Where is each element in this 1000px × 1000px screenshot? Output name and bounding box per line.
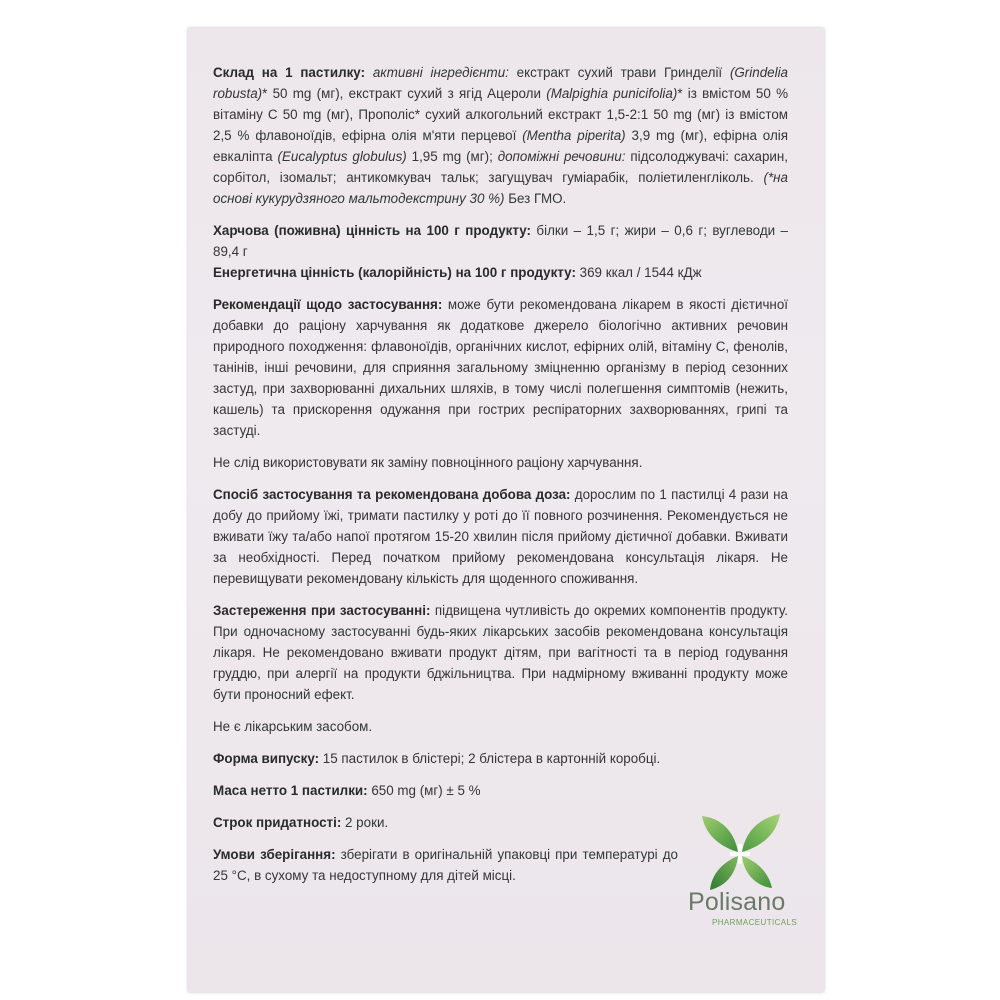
composition-text-5: 1,95 mg (мг);	[406, 149, 498, 164]
mass-paragraph	[213, 780, 788, 801]
auxiliary-label: допоміжні речовини:	[497, 149, 626, 164]
nutrition-value: білки – 1,5 г; жири – 0,6 г; вуглеводи – 89,4 г	[213, 223, 788, 259]
form-paragraph	[213, 748, 788, 769]
mass-text: 650 mg (мг) ± 5 %	[367, 783, 481, 798]
energy-value: 369 ккал / 1544 кДж	[575, 265, 702, 280]
brand-subtitle: PHARMACEUTICALS	[712, 918, 798, 927]
latin-name-2: (Malpighia punicifolia)	[546, 86, 678, 101]
composition-text-4: 3,9 mg (мг), ефірна олія евкаліпта	[213, 128, 789, 164]
label-text	[213, 62, 788, 897]
composition-heading: Склад на 1 пастилку:	[213, 65, 366, 80]
latin-name-3: (Mentha piperita)	[522, 128, 626, 143]
latin-name-1: (Grindelia robusta)	[213, 65, 788, 101]
energy-paragraph	[213, 262, 788, 283]
form-text: 15 пастилок в блістері; 2 блістера в картонній коробці.	[319, 751, 661, 766]
storage-paragraph	[213, 844, 678, 886]
composition-text-3: * із вмістом 50 % вітаміну С 50 mg (мг), Прополіс* сухий алкогольний екстракт 1,5-2:1 50 mg (мг) із вмістом 2,5 % флавоноїдів, ефірна олія м'яти перцевої	[213, 86, 789, 143]
composition-text-2: * 50 mg (мг), екстракт сухий з ягід Ацероли	[262, 86, 547, 101]
shelf-life-text: 2 роки.	[341, 815, 389, 830]
recommendations-text: може бути рекомендована лікарем в якості дієтичної добавки до раціону харчування як додаткове джерело біологічно активних речовин природного походження: флавоноїдів, органічних кислот, ефірних олій, вітаміну С, фенолів, танінів, інші речовини, для сприяння загальному зміцненню організму в період сезонних застуд, при захворюванні дихальних шляхів, в тому числі полегшення симптомів (нежить, кашель) та прискорення одужання при гострих респіраторних захворюваннях, грипі та застуді.	[213, 297, 788, 438]
brand-name: Polisano	[688, 888, 786, 916]
form-heading: Форма випуску:	[213, 751, 320, 766]
warnings-heading: Застереження при застосуванні:	[213, 603, 431, 618]
green-leaves-cross-icon	[698, 812, 784, 892]
nutrition-heading: Харчова (поживна) цінність на 100 г продукту:	[213, 223, 531, 238]
dosage-text: дорослим по 1 пастилці 4 рази на добу до прийому їжі, тримати пастилку у роті до її повного розчинення. Рекомендується не вживати їжу та/або напої протягом 15-20 хвилин після прийому дієтичної добавки. Вживати за необхідності. Перед початком прийому рекомендована консультація лікаря. Не перевищувати рекомендовану кількість для щоденного споживання.	[213, 487, 788, 586]
composition-text-6: підсолоджувачі: сахарин, сорбітол, ізомальт; антикомкувач тальк; загущувач гуміарабік, поліетиленгліколь.	[213, 149, 788, 185]
shelf-life-heading: Строк придатності:	[213, 815, 342, 830]
composition-text-1: екстракт сухий трави Гринделії	[516, 65, 730, 80]
warnings-paragraph	[213, 600, 788, 705]
storage-heading: Умови зберігання:	[213, 847, 336, 862]
composition-paragraph	[213, 62, 788, 209]
warnings-text: підвищена чутливість до окремих компонентів продукту. При одночасному застосуванні будь-яких лікарських засобів рекомендована консультація лікаря. Не рекомендовано вживати продукт дітям, при вагітності та в період годування груддю, при алергії на продукти бджільництва. При надмірному вживанні продукту може бути проносний ефект.	[213, 603, 788, 702]
dosage-heading: Спосіб застосування та рекомендована добова доза:	[213, 487, 571, 502]
recommendations-paragraph	[213, 294, 788, 441]
latin-name-4: (Eucalyptus globulus)	[277, 149, 407, 164]
storage-text: зберігати в оригінальній упаковці при температурі до 25 °С, в сухому та недоступному для дітей місці.	[213, 847, 678, 883]
nutrition-paragraph	[213, 220, 788, 262]
mass-heading: Маса нетто 1 пастилки:	[213, 783, 368, 798]
note-paragraph: Не слід використовувати як заміну повноцінного раціону харчування.	[213, 455, 643, 470]
composition-text-7: Без ГМО.	[504, 191, 567, 206]
not-medicine-paragraph: Не є лікарським засобом.	[213, 719, 373, 734]
active-ingredients-label: активні інгредієнти:	[372, 65, 509, 80]
recommendations-heading: Рекомендації щодо застосування:	[213, 297, 443, 312]
energy-heading: Енергетична цінність (калорійність) на 100 г продукту:	[213, 265, 576, 280]
dosage-paragraph	[213, 484, 788, 589]
footnote: (*на основі кукурудзяного мальтодекстрину 30 %)	[213, 170, 788, 206]
